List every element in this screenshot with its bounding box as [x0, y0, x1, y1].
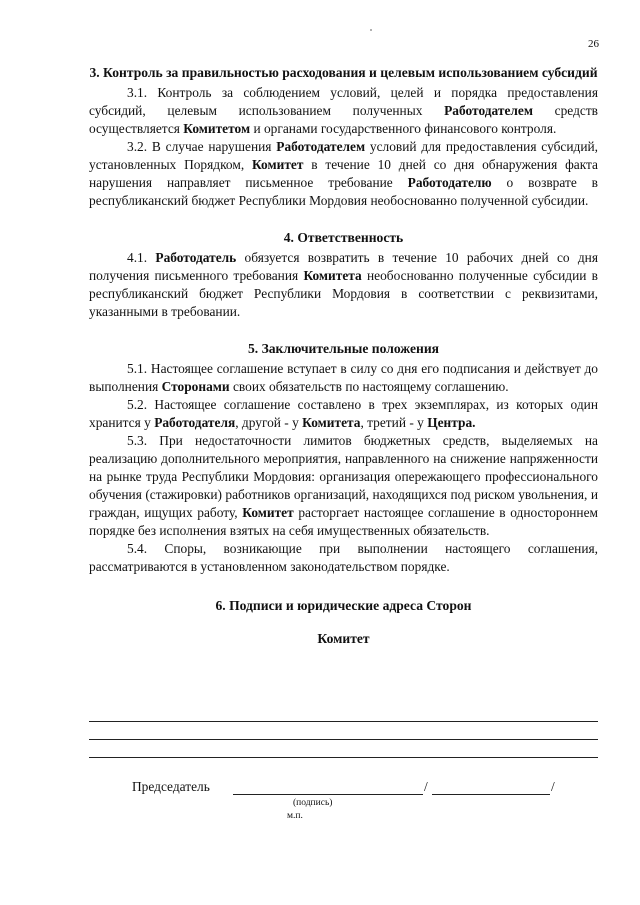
signature-name-line	[432, 794, 550, 795]
paragraph-5-2-text-c: , другой - у	[235, 415, 303, 430]
address-line	[89, 721, 598, 722]
paragraph-5-4-text-a: 5.4. Споры, возникающие при выполнении настоящего соглашения, рассматриваются в установленном законодательством порядке.	[89, 541, 598, 574]
employer-term: Работодателя	[154, 415, 236, 430]
address-line	[89, 739, 598, 740]
address-line	[89, 757, 598, 758]
committee-address-lines	[89, 721, 598, 775]
paragraph-4-1-text-a: 4.1.	[127, 250, 156, 265]
paragraph-4-1	[89, 249, 598, 321]
paragraph-3-2	[89, 138, 598, 210]
signature-line	[233, 794, 423, 795]
stamp-caption: м.п.	[287, 811, 303, 821]
section-5-title: 5. Заключительные положения	[247, 341, 440, 356]
signature-label: Председатель	[132, 779, 210, 794]
committee-term: Комитет	[242, 505, 294, 520]
paragraph-5-1-text-a: 5.1. Настоящее соглашение вступает в силу со дня его подписания и действует до выполнения	[89, 361, 598, 394]
parties-term: Сторонами	[161, 379, 230, 394]
committee-term: Комитета	[302, 415, 361, 430]
paragraph-3-1-text-c: средств осуществляется	[89, 103, 599, 136]
employer-term: Работодателю	[407, 175, 492, 190]
signature-slash: /	[551, 779, 555, 794]
section-4-title: 4. Ответственность	[283, 230, 404, 245]
paragraph-5-3	[89, 432, 598, 540]
paragraph-5-1	[89, 360, 598, 396]
document-body	[89, 62, 598, 647]
paragraph-3-1	[89, 84, 598, 138]
scan-speck	[370, 29, 372, 31]
paragraph-5-2-text-a: 5.2. Настоящее соглашение составлено в трех экземплярах, из которых один хранится у	[89, 397, 598, 430]
paragraph-3-2-text-g: о возврате в республиканский бюджет Республики Мордовия необоснованно полученной субсидии.	[89, 175, 598, 208]
section-6-title: 6. Подписи и юридические адреса Сторон	[215, 598, 472, 613]
paragraph-3-1-text-e: и органами государственного финансового контроля.	[250, 121, 557, 136]
signature-caption: (подпись)	[293, 798, 333, 808]
committee-term: Комитета	[303, 268, 362, 283]
paragraph-5-2	[89, 396, 598, 432]
employer-term: Работодатель	[155, 250, 237, 265]
paragraph-5-4	[89, 540, 598, 576]
paragraph-3-2-text-c: условий для предоставления субсидий, установленных Порядком,	[89, 139, 598, 172]
paragraph-5-3-text-c: расторгает настоящее соглашение в одностороннем порядке без исполнения взятых на себя имущественных обязательств.	[89, 505, 599, 538]
paragraph-4-1-text-c: обязуется возвратить в течение 10 рабочих дней со дня получения письменного требования	[89, 250, 599, 283]
paragraph-3-1-text-a: 3.1. Контроль за соблюдением условий, целей и порядка предоставления субсидий, целевым использованием полученных	[89, 85, 598, 118]
committee-heading: Комитет	[317, 631, 370, 646]
signature-row	[132, 779, 602, 799]
committee-term: Комитетом	[183, 121, 251, 136]
section-3-title: 3. Контроль за правильностью расходования и целевым использованием субсидий	[89, 65, 598, 80]
paragraph-5-2-text-e: , третий - у	[360, 415, 428, 430]
employer-term: Работодателем	[276, 139, 366, 154]
committee-term: Комитет	[252, 157, 304, 172]
employer-term: Работодателем	[444, 103, 533, 118]
center-term: Центра.	[427, 415, 476, 430]
paragraph-3-2-text-a: 3.2. В случае нарушения	[127, 139, 277, 154]
paragraph-5-1-text-c: своих обязательств по настоящему соглашению.	[229, 379, 509, 394]
page-number: 26	[588, 38, 599, 50]
signature-slash: /	[424, 779, 428, 794]
paragraph-4-1-text-e: необоснованно полученные субсидии в республиканский бюджет Республики Мордовия в соответствии с реквизитами, указанными в требовании.	[89, 268, 599, 319]
paragraph-5-3-text-a: 5.3. При недостаточности лимитов бюджетных средств, выделяемых на реализацию дополнительного мероприятия, направленного на снижение напряженности на рынке труда Республики Мордовия: организация опережающего профессионального обучения (стажировки) работников организаций, находящихся под риском увольнения, и граждан, ищущих работу,	[89, 433, 598, 520]
paragraph-3-2-text-e: в течение 10 дней со дня обнаружения факта нарушения направляет письменное требование	[89, 157, 598, 190]
